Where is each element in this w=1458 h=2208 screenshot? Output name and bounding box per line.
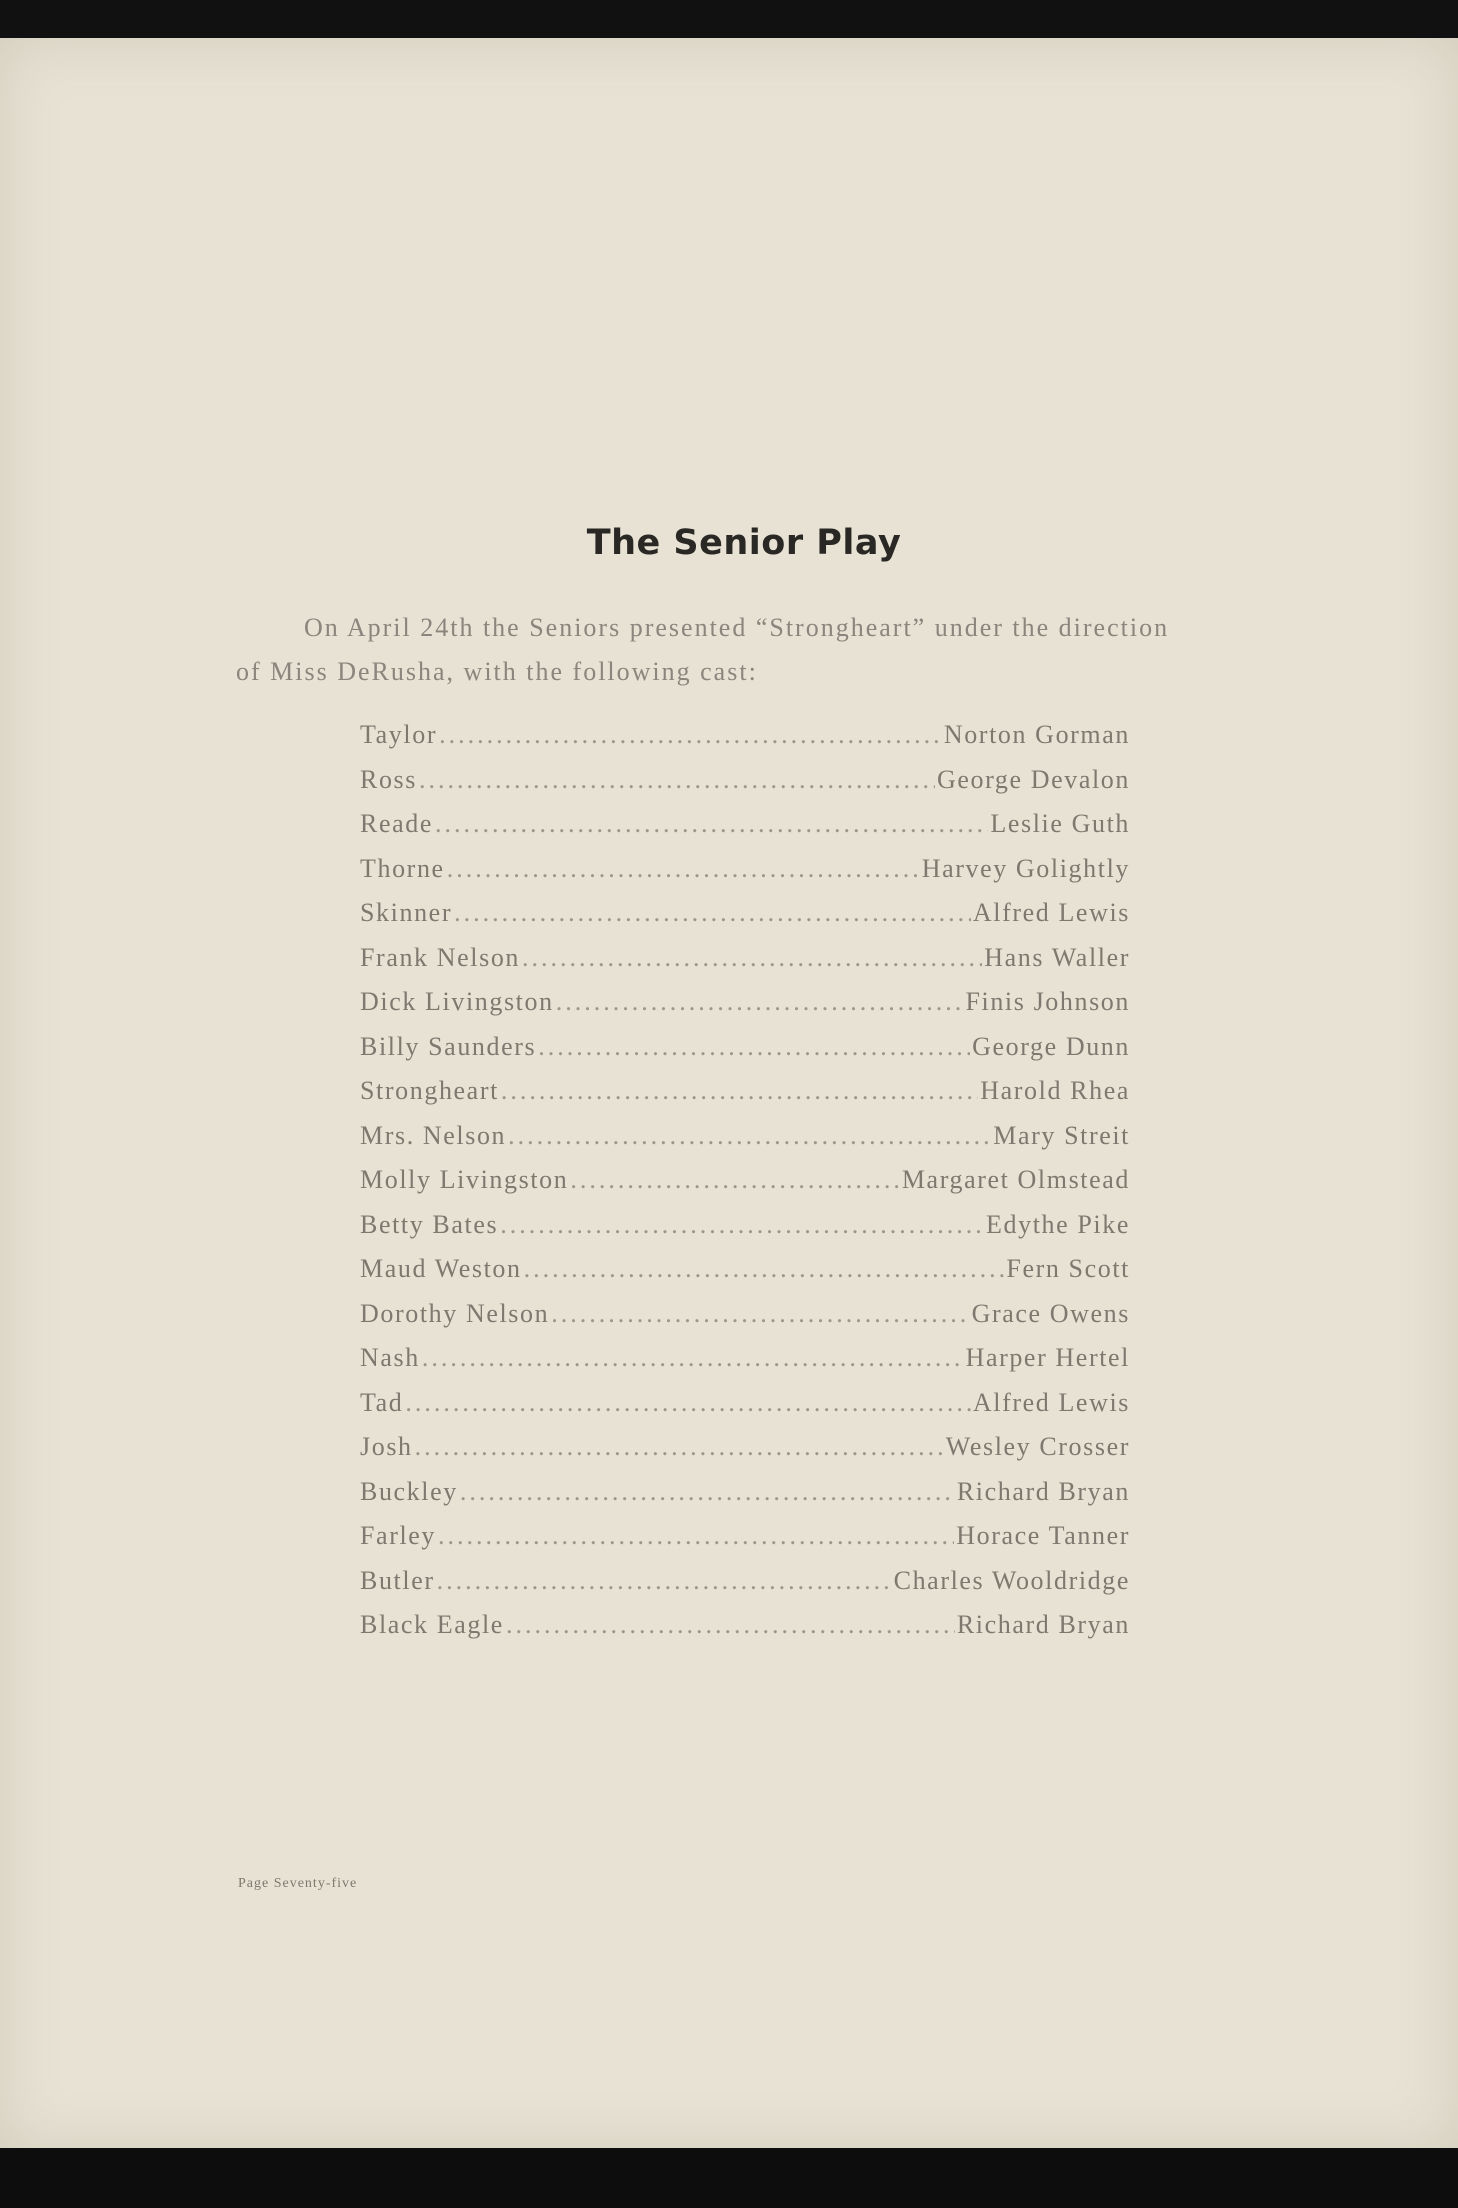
cast-role: Frank Nelson <box>360 942 521 972</box>
dot-leader <box>570 1165 900 1195</box>
cast-role: Ross <box>360 764 417 794</box>
cast-row <box>360 1254 1130 1299</box>
cast-row <box>360 809 1130 854</box>
cast-role: Dick Livingston <box>360 987 554 1016</box>
intro-line-1: On April 24th the Seniors presented “Strongheart” under the direction <box>304 613 1170 642</box>
cast-role: Tad <box>360 1387 404 1417</box>
cast-row <box>360 1521 1130 1566</box>
cast-role: Josh <box>360 1432 413 1461</box>
dot-leader <box>415 1432 944 1462</box>
dot-leader <box>447 854 920 884</box>
dot-leader <box>435 809 988 839</box>
cast-row <box>360 1076 1130 1121</box>
dot-leader <box>522 943 982 973</box>
cast-row <box>360 765 1130 810</box>
cast-role: Farley <box>360 1521 437 1550</box>
scan-bottom-border <box>0 2148 1458 2208</box>
intro-paragraph <box>236 606 1246 694</box>
cast-actor: Fern Scott <box>1006 1254 1130 1283</box>
cast-row <box>360 943 1130 988</box>
dot-leader <box>422 1343 964 1373</box>
cast-row <box>360 1032 1130 1077</box>
cast-actor: Charles Wooldridge <box>893 1565 1130 1595</box>
document-page <box>0 38 1458 2150</box>
dot-leader <box>506 1610 955 1640</box>
cast-actor: Harper Hertel <box>965 1343 1130 1372</box>
cast-row <box>360 1343 1130 1388</box>
dot-leader <box>538 1032 970 1062</box>
cast-row <box>360 1432 1130 1477</box>
cast-row <box>360 1566 1130 1611</box>
cast-role: Black Eagle <box>360 1610 504 1639</box>
cast-actor: George Dunn <box>972 1031 1130 1061</box>
cast-actor: Finis Johnson <box>965 987 1130 1016</box>
cast-row <box>360 1477 1130 1522</box>
dot-leader <box>501 1076 978 1106</box>
cast-role: Thorne <box>360 853 445 883</box>
cast-role: Billy Saunders <box>360 1031 537 1061</box>
cast-actor: Alfred Lewis <box>972 898 1130 927</box>
intro-line-2: of Miss DeRusha, with the following cast: <box>236 657 758 686</box>
cast-role: Skinner <box>360 898 453 927</box>
cast-row <box>360 1388 1130 1433</box>
dot-leader <box>524 1254 1005 1284</box>
cast-row <box>360 1610 1130 1655</box>
page-number: Page Seventy-five <box>238 1876 358 1891</box>
cast-row <box>360 898 1130 943</box>
cast-actor: Norton Gorman <box>943 720 1130 749</box>
cast-actor: Horace Tanner <box>956 1521 1130 1550</box>
cast-actor: Harvey Golightly <box>921 853 1130 883</box>
cast-actor: Wesley Crosser <box>945 1432 1130 1461</box>
cast-row <box>360 1165 1130 1210</box>
dot-leader <box>551 1299 969 1329</box>
cast-role: Nash <box>360 1343 420 1372</box>
dot-leader <box>438 1521 954 1551</box>
cast-role: Molly Livingston <box>360 1165 569 1194</box>
cast-row <box>360 1210 1130 1255</box>
cast-row <box>360 1299 1130 1344</box>
cast-row <box>360 987 1130 1032</box>
cast-actor: Grace Owens <box>971 1298 1130 1328</box>
cast-actor: Alfred Lewis <box>972 1387 1130 1417</box>
cast-actor: Mary Streit <box>993 1120 1130 1150</box>
dot-leader <box>556 987 964 1017</box>
cast-role: Reade <box>360 809 433 838</box>
cast-actor: George Devalon <box>936 764 1130 794</box>
scan-top-border <box>0 0 1458 40</box>
cast-actor: Margaret Olmstead <box>901 1165 1130 1194</box>
dot-leader <box>439 720 942 750</box>
cast-list <box>360 720 1130 1655</box>
cast-actor: Harold Rhea <box>980 1076 1130 1105</box>
cast-role: Strongheart <box>360 1076 499 1105</box>
cast-role: Buckley <box>360 1476 458 1506</box>
dot-leader <box>454 898 971 928</box>
cast-role: Butler <box>360 1565 435 1595</box>
cast-row <box>360 1121 1130 1166</box>
cast-actor: Richard Bryan <box>956 1610 1130 1639</box>
dot-leader <box>437 1566 892 1596</box>
cast-actor: Hans Waller <box>984 942 1130 972</box>
cast-role: Betty Bates <box>360 1209 499 1239</box>
cast-actor: Leslie Guth <box>990 809 1130 838</box>
dot-leader <box>419 765 935 795</box>
cast-role: Dorothy Nelson <box>360 1298 550 1328</box>
cast-role: Mrs. Nelson <box>360 1120 507 1150</box>
page-title: The Senior Play <box>586 523 902 564</box>
cast-actor: Richard Bryan <box>956 1476 1130 1506</box>
dot-leader <box>500 1210 984 1240</box>
cast-actor: Edythe Pike <box>986 1209 1130 1239</box>
dot-leader <box>405 1388 970 1418</box>
dot-leader <box>460 1477 955 1507</box>
dot-leader <box>508 1121 991 1151</box>
cast-row <box>360 854 1130 899</box>
cast-row <box>360 720 1130 765</box>
cast-role: Taylor <box>360 720 438 749</box>
cast-role: Maud Weston <box>360 1254 522 1283</box>
